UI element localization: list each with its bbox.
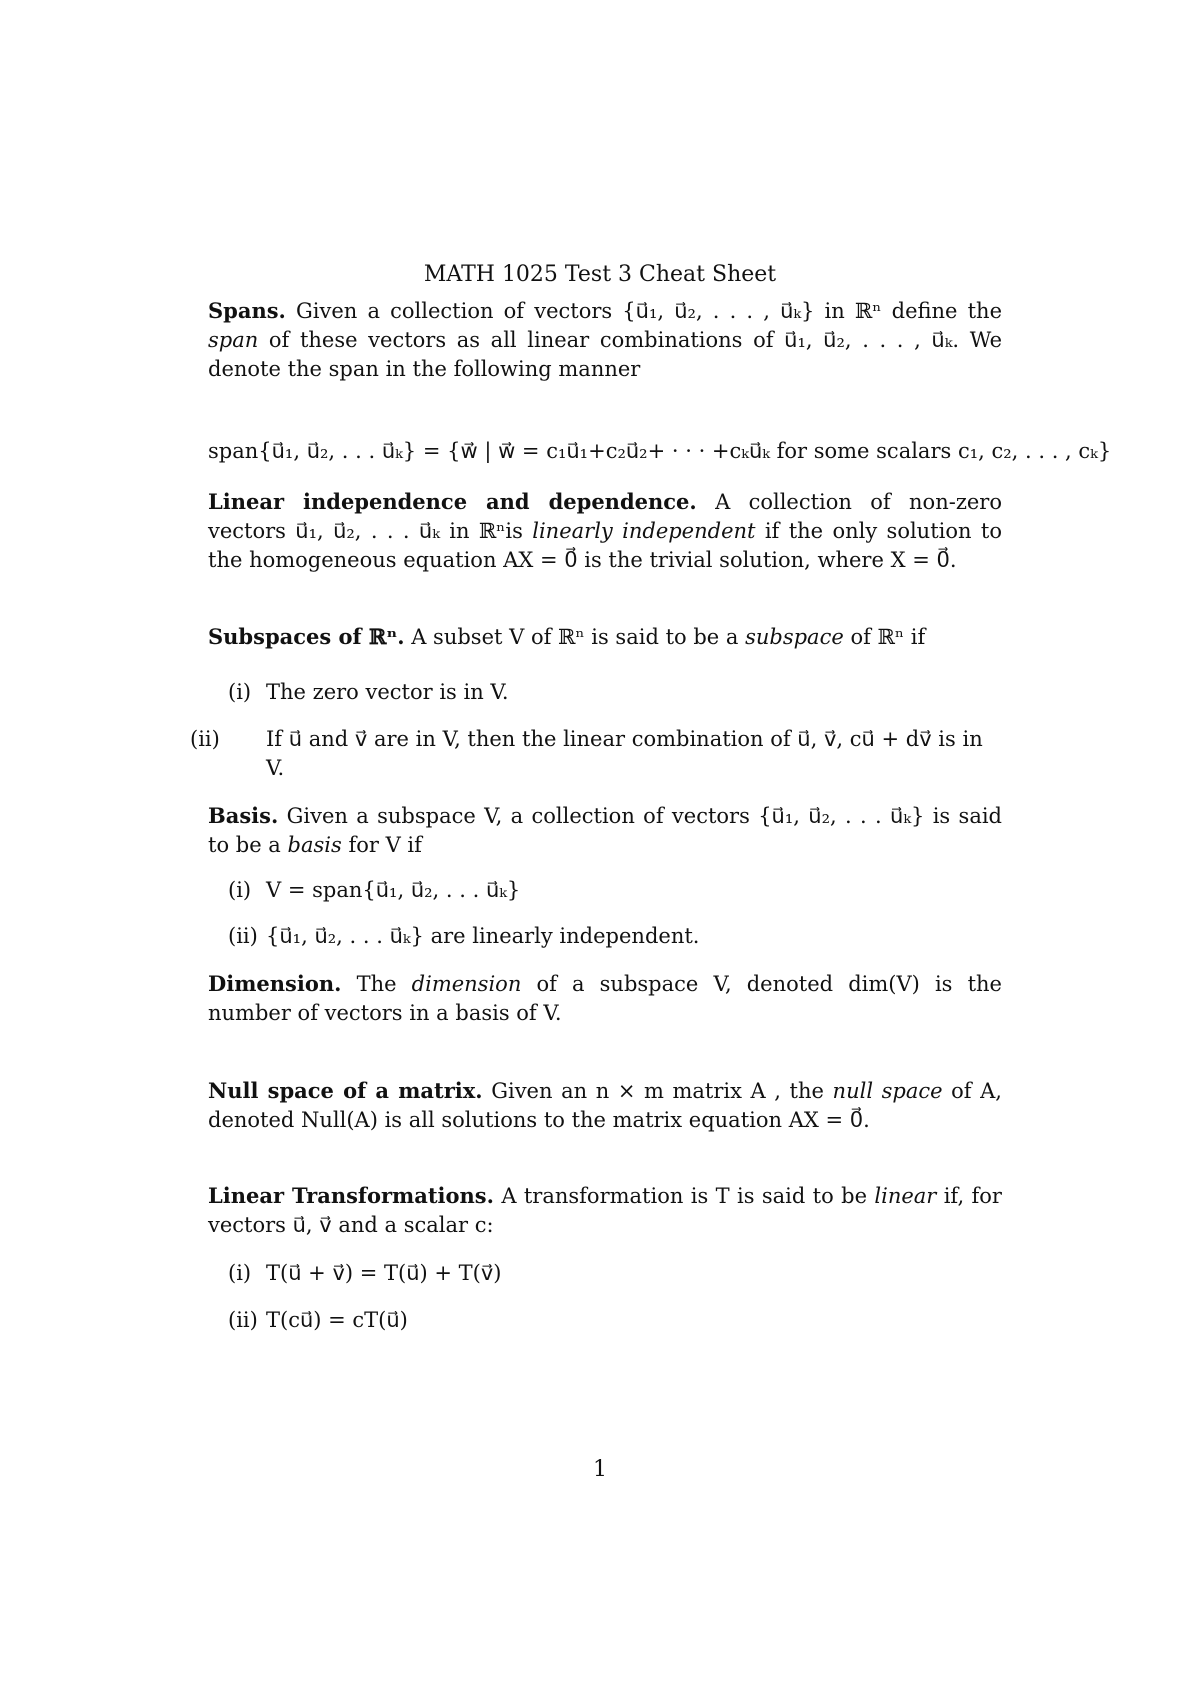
transformations-text-b: if, for vectors u⃗, v⃗ and a scalar c: (208, 1184, 1002, 1237)
basis-condition-2 (228, 922, 1002, 951)
basis-paragraph (208, 801, 1002, 860)
spans-term: span (208, 328, 259, 352)
linearity-condition-2 (228, 1306, 1002, 1335)
spans-text-a: Given a collection of vectors {u⃗₁, u⃗₂, . . . , u⃗ₖ} in ℝⁿ define the (296, 299, 1002, 323)
item-text: T(cu⃗) = cT(u⃗) (266, 1308, 408, 1332)
subspaces-heading: Subspaces of ℝⁿ. (208, 624, 405, 649)
subspaces-text-a: A subset V of ℝⁿ is said to be a (411, 625, 739, 649)
item-text: {u⃗₁, u⃗₂, . . . u⃗ₖ} are linearly independent. (266, 924, 700, 948)
item-number: (i) (228, 1261, 252, 1285)
item-number: (i) (228, 680, 252, 704)
linearity-condition-1 (228, 1259, 1002, 1288)
nullspace-heading: Null space of a matrix. (208, 1078, 483, 1103)
basis-text-a: Given a subspace V, a collection of vectors {u⃗₁, u⃗₂, . . . u⃗ₖ} is said to be a (208, 804, 1002, 857)
spans-heading: Spans. (208, 298, 286, 323)
nullspace-text-b: of A, denoted Null(A) is all solutions to the matrix equation AX = 0⃗. (208, 1079, 1002, 1132)
page-title: MATH 1025 Test 3 Cheat Sheet (423, 262, 777, 287)
transformations-term: linear (874, 1184, 937, 1208)
item-number: (ii) (228, 924, 258, 948)
basis-heading: Basis. (208, 803, 279, 828)
item-number: (i) (228, 878, 252, 902)
subspace-condition-2 (190, 725, 1002, 783)
item-text: The zero vector is in V. (266, 680, 509, 704)
dimension-text-b: of a subspace V, denoted dim(V) is the number of vectors in a basis of V. (208, 972, 1002, 1025)
transformations-paragraph (208, 1181, 1002, 1240)
span-formula: span{u⃗₁, u⃗₂, . . . u⃗ₖ} = {w⃗ | w⃗ = c₁u⃗₁+c₂u⃗₂+ · · · +cₖu⃗ₖ for some scalars c₁, c₂, . . . , cₖ} (208, 439, 1112, 463)
item-text: T(u⃗ + v⃗) = T(u⃗) + T(v⃗) (266, 1261, 502, 1285)
independence-text-b: if the only solution to the homogeneous equation AX = 0⃗ is the trivial solution, where X = 0⃗. (208, 519, 1002, 572)
independence-paragraph (208, 487, 1002, 575)
dimension-term: dimension (411, 972, 522, 996)
subspaces-text-b: of ℝⁿ if (850, 625, 926, 649)
basis-term: basis (287, 833, 342, 857)
item-text: If u⃗ and v⃗ are in V, then the linear combination of u⃗, v⃗, cu⃗ + dv⃗ is in V. (266, 727, 983, 780)
independence-term: linearly independent (532, 519, 756, 543)
subspaces-paragraph (208, 622, 1002, 652)
independence-heading: Linear independence and dependence. (208, 489, 697, 514)
page-number: 1 (593, 1457, 607, 1482)
nullspace-paragraph (208, 1076, 1002, 1135)
transformations-heading: Linear Transformations. (208, 1183, 494, 1208)
independence-text-a: A collection of non-zero vectors u⃗₁, u⃗₂, . . . u⃗ₖ in ℝⁿis (208, 490, 1002, 543)
spans-paragraph (208, 296, 1002, 384)
basis-condition-1 (228, 876, 1002, 905)
nullspace-term: null space (832, 1079, 943, 1103)
dimension-paragraph (208, 969, 1002, 1028)
item-number: (ii) (228, 1308, 258, 1332)
subspaces-term: subspace (745, 625, 844, 649)
transformations-text-a: A transformation is T is said to be (501, 1184, 868, 1208)
item-number: (ii) (190, 727, 220, 751)
nullspace-text-a: Given an n × m matrix A , the (491, 1079, 824, 1103)
subspace-condition-1 (228, 678, 1002, 707)
basis-text-b: for V if (348, 833, 422, 857)
item-text: V = span{u⃗₁, u⃗₂, . . . u⃗ₖ} (266, 878, 521, 902)
dimension-text-a: The (356, 972, 397, 996)
dimension-heading: Dimension. (208, 971, 342, 996)
spans-text-b: of these vectors as all linear combinations of u⃗₁, u⃗₂, . . . , u⃗ₖ. We denote the span in the following manner (208, 328, 1002, 381)
